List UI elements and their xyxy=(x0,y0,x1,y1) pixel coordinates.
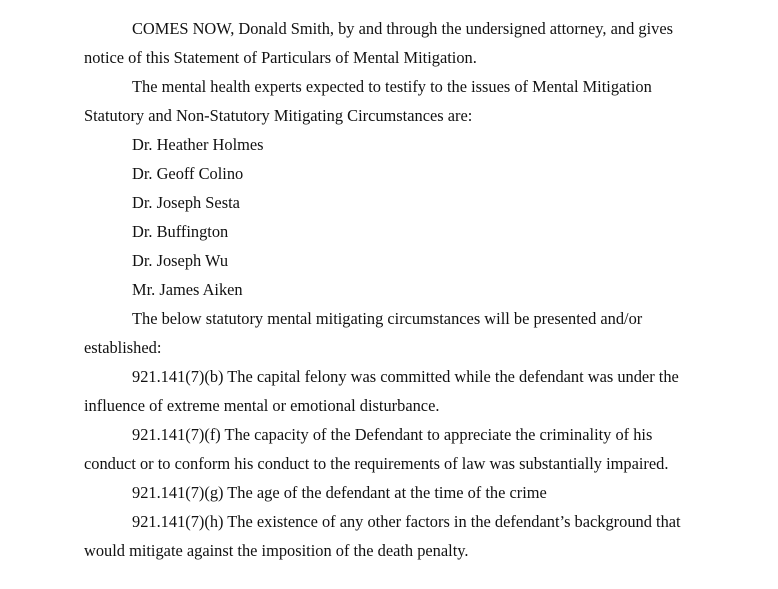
intro-paragraph: COMES NOW, Donald Smith, by and through the undersigned attorney, and gives notice of this Statement of Particulars of Mental Mitigation. xyxy=(84,19,673,67)
expert-name: Dr. Heather Holmes xyxy=(132,135,264,154)
circumstance-paragraph: 921.141(7)(h) The existence of any other factors in the defendant’s background that would mitigate against the imposition of the death penalty. xyxy=(84,512,681,560)
expert-name: Dr. Geoff Colino xyxy=(132,164,244,183)
circumstance-paragraph: 921.141(7)(f) The capacity of the Defendant to appreciate the criminality of his conduct or to conform his conduct to the requirements of law was substantially impaired. xyxy=(84,425,669,473)
circumstance-paragraph: 921.141(7)(b) The capital felony was committed while the defendant was under the influence of extreme mental or emotional disturbance. xyxy=(84,367,679,415)
expert-name: Dr. Joseph Wu xyxy=(132,251,229,270)
experts-intro-paragraph: The mental health experts expected to testify to the issues of Mental Mitigation Statutory and Non-Statutory Mitigating Circumstances are: xyxy=(84,77,652,125)
circumstance-paragraph: 921.141(7)(g) The age of the defendant at the time of the crime xyxy=(132,483,547,502)
expert-name: Dr. Buffington xyxy=(132,222,229,241)
expert-name: Mr. James Aiken xyxy=(132,280,243,299)
expert-name: Dr. Joseph Sesta xyxy=(132,193,240,212)
legal-document-body xyxy=(84,14,704,565)
circumstances-intro-paragraph: The below statutory mental mitigating circumstances will be presented and/or established: xyxy=(84,309,643,357)
